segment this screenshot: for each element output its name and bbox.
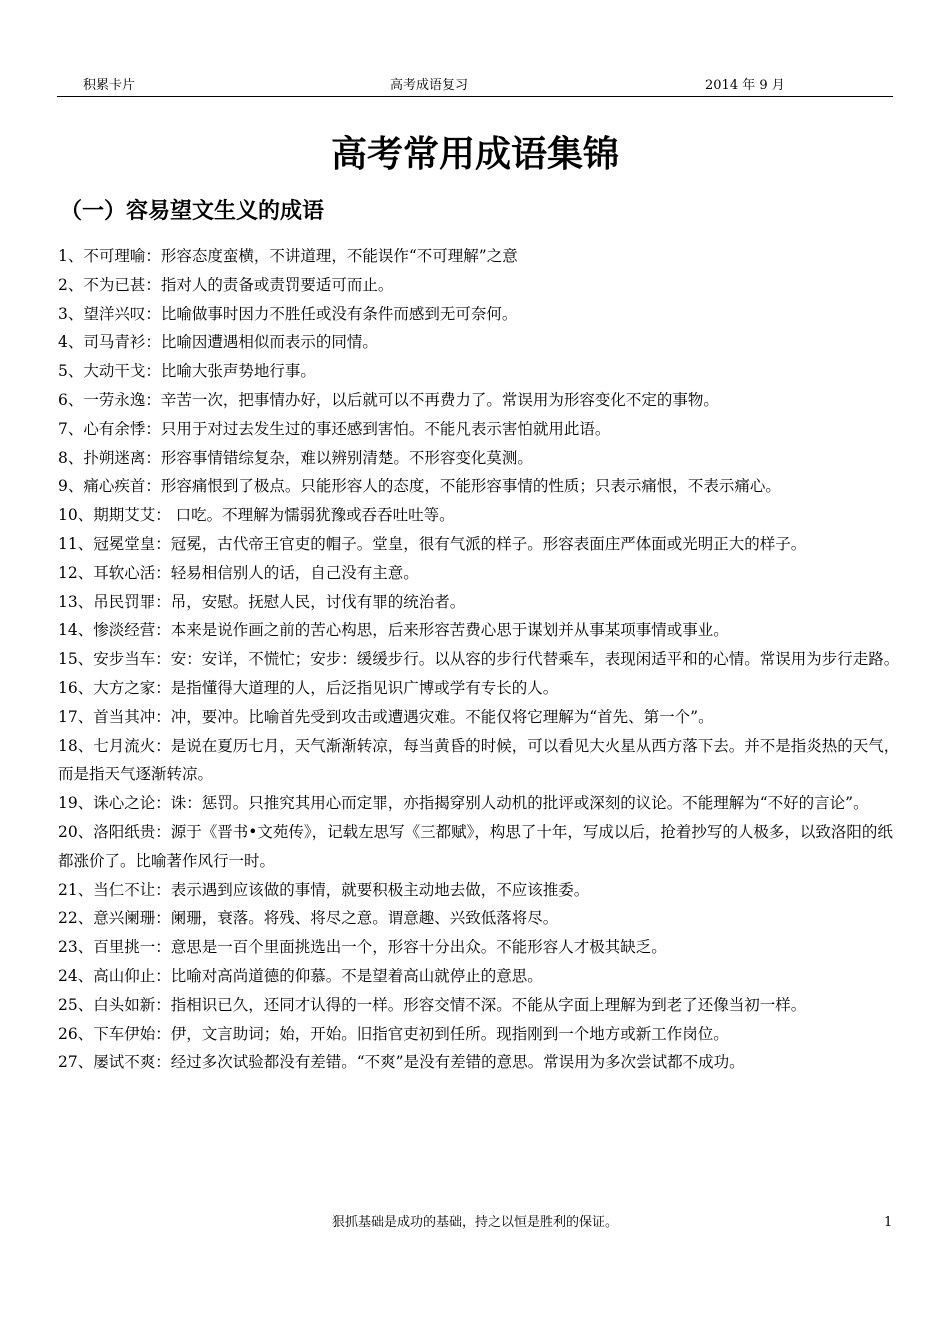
idiom-entry: 14、惨淡经营：本来是说作画之前的苦心构思，后来形容苦费心思于谋划并从事某项事情或事业。 [58, 621, 729, 640]
document-title: 高考常用成语集锦 [330, 134, 619, 175]
idiom-list [58, 242, 908, 1077]
idiom-entry: 18、七月流火：是说在夏历七月，天气渐渐转凉，每当黄昏的时候，可以看见大火星从西方落下去。并不是指炎热的天气，而是指天气逐渐转凉。 [58, 736, 900, 784]
header-left-label: 积累卡片 [83, 78, 136, 93]
idiom-entry: 17、首当其冲：冲，要冲。比喻首先受到攻击或遭遇灾难。不能仅将它理解为“首先、第一个”。 [58, 707, 714, 726]
idiom-entry: 21、当仁不让：表示遇到应该做的事情，就要积极主动地去做，不应该推委。 [58, 880, 590, 899]
idiom-entry: 23、百里挑一：意思是一百个里面挑选出一个，形容十分出众。不能形容人才极其缺乏。 [58, 938, 667, 957]
page-header [57, 76, 893, 97]
idiom-entry: 27、屡试不爽：经过多次试验都没有差错。“不爽”是没有差错的意思。常误用为多次尝试都不成功。 [58, 1053, 745, 1072]
idiom-entry: 12、耳软心活：轻易相信别人的话，自己没有主意。 [58, 563, 419, 582]
idiom-entry: 10、期期艾艾： 口吃。不理解为懦弱犹豫或吞吞吐吐等。 [58, 506, 455, 525]
idiom-entry: 13、吊民罚罪：吊，安慰。抚慰人民，讨伐有罪的统治者。 [58, 592, 466, 611]
idiom-entry: 25、白头如新：指相识已久，还同才认得的一样。形容交情不深。不能从字面上理解为到老了还像当初一样。 [58, 995, 807, 1014]
header-date: 2014 年 9 月 [705, 78, 785, 93]
idiom-entry: 15、安步当车：安：安详，不慌忙；安步：缓缓步行。以从容的步行代替乘车，表现闲适平和的心情。常误用为步行走路。 [58, 650, 900, 669]
idiom-entry: 16、大方之家：是指懂得大道理的人，后泛指见识广博或学有专长的人。 [58, 678, 559, 697]
page-number: 1 [884, 1215, 893, 1230]
idiom-entry: 24、高山仰止：比喻对高尚道德的仰慕。不是望着高山就停止的意思。 [58, 966, 543, 985]
idiom-entry: 22、意兴阑珊：阑珊，衰落。将残、将尽之意。谓意趣、兴致低落将尽。 [58, 909, 559, 928]
idiom-entry: 3、望洋兴叹：比喻做事时因力不胜任或没有条件而感到无可奈何。 [58, 304, 518, 323]
idiom-entry: 26、下车伊始：伊，文言助词；始，开始。旧指官吏初到任所。现指刚到一个地方或新工作岗位。 [58, 1024, 729, 1043]
idiom-entry: 7、心有余悸：只用于对过去发生过的事还感到害怕。不能凡表示害怕就用此语。 [58, 419, 611, 438]
idiom-entry: 5、大动干戈：比喻大张声势地行事。 [58, 362, 316, 381]
footer-motto: 狠抓基础是成功的基础，持之以恒是胜利的保证。 [331, 1215, 618, 1230]
section-heading: （一）容易望文生义的成语 [60, 199, 325, 224]
idiom-entry: 1、不可理喻：形容态度蛮横，不讲道理，不能误作“不可理解”之意 [58, 247, 518, 265]
header-center-label: 高考成语复习 [390, 78, 469, 93]
idiom-entry: 4、司马青衫：比喻因遭遇相似而表示的同情。 [58, 333, 378, 352]
idiom-entry: 2、不为已甚：指对人的责备或责罚要适可而止。 [58, 275, 394, 294]
idiom-entry: 8、扑朔迷离：形容事情错综复杂，难以辨别清楚。不形容变化莫测。 [58, 448, 533, 467]
idiom-entry: 6、一劳永逸：辛苦一次，把事情办好，以后就可以不再费力了。常误用为形容变化不定的事物。 [58, 390, 719, 409]
idiom-entry: 20、洛阳纸贵：源于《晋书•文苑传》，记载左思写《三都赋》，构思了十年，写成以后，抢着抄写的人极多，以致洛阳的纸都涨价了。比喻著作风行一时。 [58, 822, 893, 870]
idiom-entry: 19、诛心之论：诛：惩罚。只推究其用心而定罪，亦指揭穿别人动机的批评或深刻的议论。不能理解为“不好的言论”。 [58, 794, 869, 813]
idiom-entry: 11、冠冕堂皇：冠冕，古代帝王官吏的帽子。堂皇，很有气派的样子。形容表面庄严体面或光明正大的样子。 [58, 534, 807, 553]
idiom-entry: 9、痛心疾首：形容痛恨到了极点。只能形容人的态度，不能形容事情的性质；只表示痛恨，不表示痛心。 [58, 477, 781, 496]
